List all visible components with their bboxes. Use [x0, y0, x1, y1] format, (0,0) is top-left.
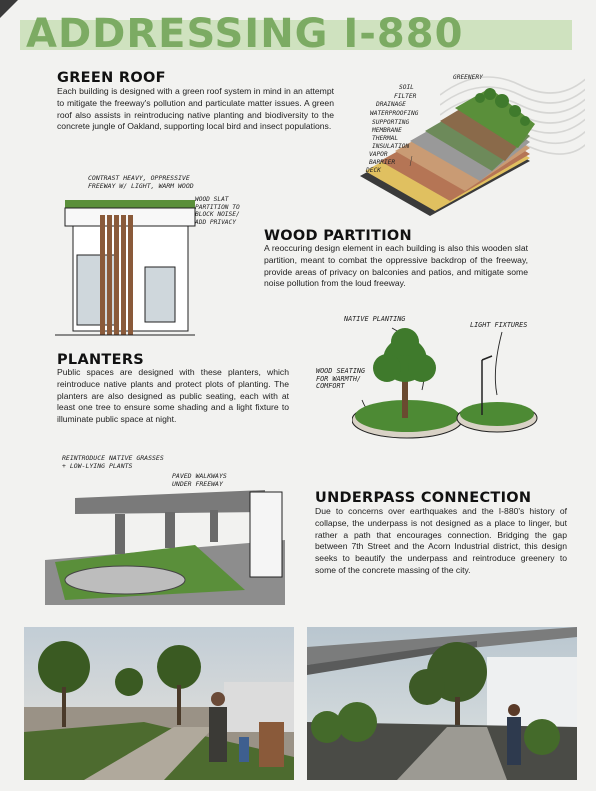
wood-partition-body: A reoccuring design element in each building is also this wooden slat partition, meant to combat the oppressive backdrop of the freeway, provide areas of privacy on balconies and patios, and mitigate some noise pollution from the loud freeway. [264, 243, 528, 289]
page-title: ADDRESSING I-880 [26, 11, 464, 57]
label-soil: SOIL [399, 84, 414, 91]
planters-heading: PLANTERS [57, 352, 145, 368]
corner-mark [0, 0, 18, 18]
label-waterproofing: WATERPROOFING [370, 110, 419, 117]
label-thermal-insulation: THERMAL INSULATION [372, 135, 410, 150]
label-drainage: DRAINAGE [376, 101, 406, 108]
label-native-planting: NATIVE PLANTING [344, 315, 406, 323]
underpass-body: Due to concerns over earthquakes and the I-880's history of collapse, the underpass is not designed as a place to linger, but rather a path that encourages connection. Bridging the gap between 7th Street and the Acorn Industrial district, this design seeks to beautify the underpass and reintroduce greenery to some of the concrete massing of the city. [315, 506, 567, 575]
green-roof-body: Each building is designed with a green roof system in mind in an attempt to mitigate the freeway's pollution and particulate matter issues. A green roof also assists in reintroducing native planting and biodiversity to the concrete jungle of Oakland, supporting local bird and insect populations. [57, 86, 334, 132]
label-paved-walkways: PAVED WALKWAYS UNDER FREEWAY [172, 472, 227, 488]
label-wood-seating: WOOD SEATING FOR WARMTH/ COMFORT [316, 367, 366, 390]
wood-partition-heading: WOOD PARTITION [264, 228, 412, 244]
green-roof-heading: GREEN ROOF [57, 70, 166, 86]
planter-sketch [352, 320, 542, 450]
planters-body: Public spaces are designed with these planters, which reintroduce native plants and protect plots of planting. The planters are also designed as public seating, each with at least one tree to ensure some shading and a light fixture to illuminate public space at night. [57, 367, 289, 425]
underpass-sketch [45, 480, 285, 605]
wood-partition-sketch [55, 195, 205, 340]
label-native-grasses: REINTRODUCE NATIVE GRASSES + LOW-LYING PLANTS [62, 454, 164, 470]
label-light-fixtures: LIGHT FIXTURES [470, 321, 528, 329]
label-supporting-membrane: SUPPORTING MEMBRANE [372, 119, 410, 134]
label-filter: FILTER [394, 93, 417, 100]
underpass-heading: UNDERPASS CONNECTION [315, 490, 532, 506]
label-deck: DECK [366, 167, 381, 174]
note-wood-slat: WOOD SLAT PARTITION TO BLOCK NOISE/ ADD PRIVACY [195, 196, 240, 226]
note-contrast-freeway: CONTRAST HEAVY, OPPRESSIVE FREEWAY W/ LIGHT, WARM WOOD [88, 174, 194, 190]
label-greenery: GREENERY [453, 74, 483, 81]
label-vapor-barrier: VAPOR BARRIER [369, 151, 396, 166]
green-roof-layers-diagram [340, 66, 540, 216]
rendering-park-walkway [24, 627, 294, 780]
rendering-underpass-path [307, 627, 577, 780]
